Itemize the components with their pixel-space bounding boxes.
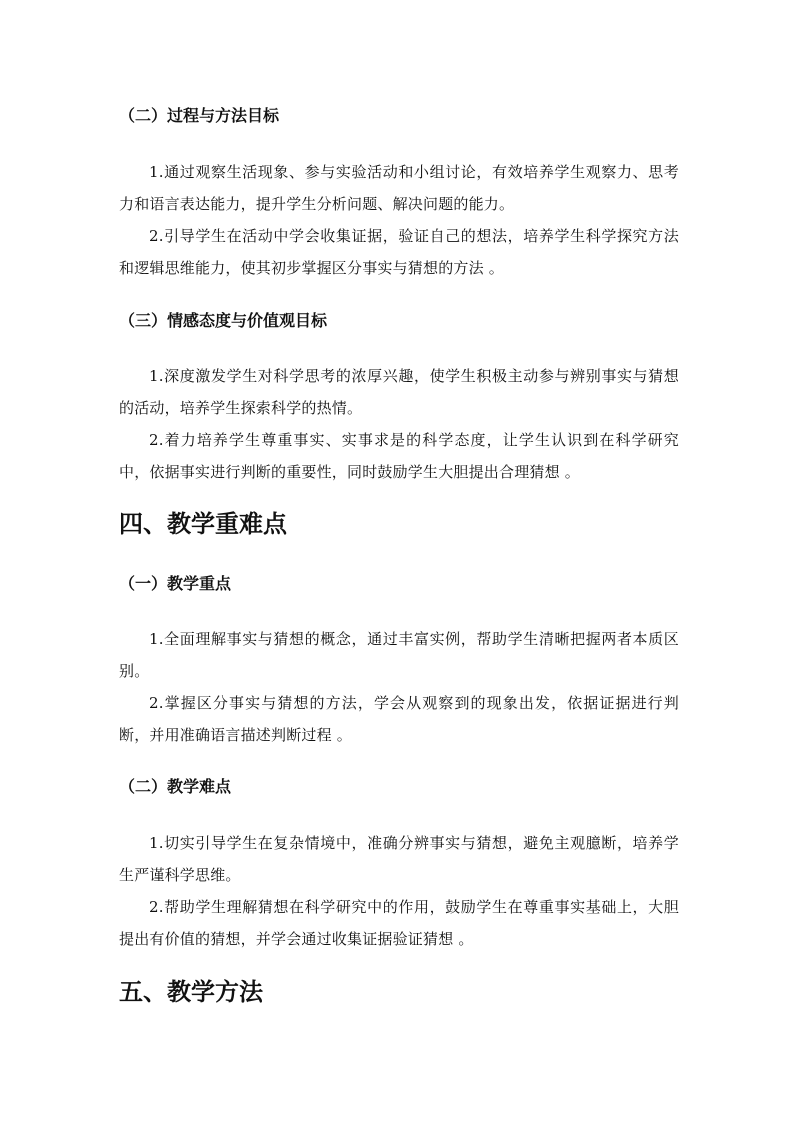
section-heading-emotion-values: （三）情感态度与价值观目标 xyxy=(119,311,328,330)
paragraph-difficult-point-1: 1.切实引导学生在复杂情境中，准确分辨事实与猜想，避免主观臆断，培养学生严谨科学思维。 xyxy=(119,834,679,884)
paragraph-process-goal-2: 2.引导学生在活动中学会收集证据，验证自己的想法，培养学生科学探究方法和逻辑思维能力，使其初步掌握区分事实与猜想的方法 。 xyxy=(119,227,679,277)
paragraph-emotion-goal-2: 2.着力培养学生尊重事实、实事求是的科学态度，让学生认识到在科学研究中，依据事实进行判断的重要性，同时鼓励学生大胆提出合理猜想 。 xyxy=(119,431,679,481)
paragraph-difficult-point-2: 2.帮助学生理解猜想在科学研究中的作用，鼓励学生在尊重事实基础上，大胆提出有价值的猜想，并学会通过收集证据验证猜想 。 xyxy=(119,898,679,948)
paragraph-key-point-2: 2.掌握区分事实与猜想的方法，学会从观察到的现象出发，依据证据进行判断，并用准确语言描述判断过程 。 xyxy=(119,694,679,744)
paragraph-key-point-1: 1.全面理解事实与猜想的概念，通过丰富实例，帮助学生清晰把握两者本质区别。 xyxy=(119,630,679,680)
chapter-heading-teaching-methods: 五、教学方法 xyxy=(119,978,263,1006)
section-heading-key-points: （一）教学重点 xyxy=(119,574,232,593)
chapter-heading-key-difficult-points: 四、教学重难点 xyxy=(119,510,287,538)
section-heading-difficult-points: （二）教学难点 xyxy=(119,777,232,796)
paragraph-process-goal-1: 1.通过观察生活现象、参与实验活动和小组讨论，有效培养学生观察力、思考力和语言表达能力，提升学生分析问题、解决问题的能力。 xyxy=(119,163,679,213)
section-heading-process-methods: （二）过程与方法目标 xyxy=(119,106,280,125)
paragraph-emotion-goal-1: 1.深度激发学生对科学思考的浓厚兴趣，使学生积极主动参与辨别事实与猜想的活动，培养学生探索科学的热情。 xyxy=(119,367,679,417)
